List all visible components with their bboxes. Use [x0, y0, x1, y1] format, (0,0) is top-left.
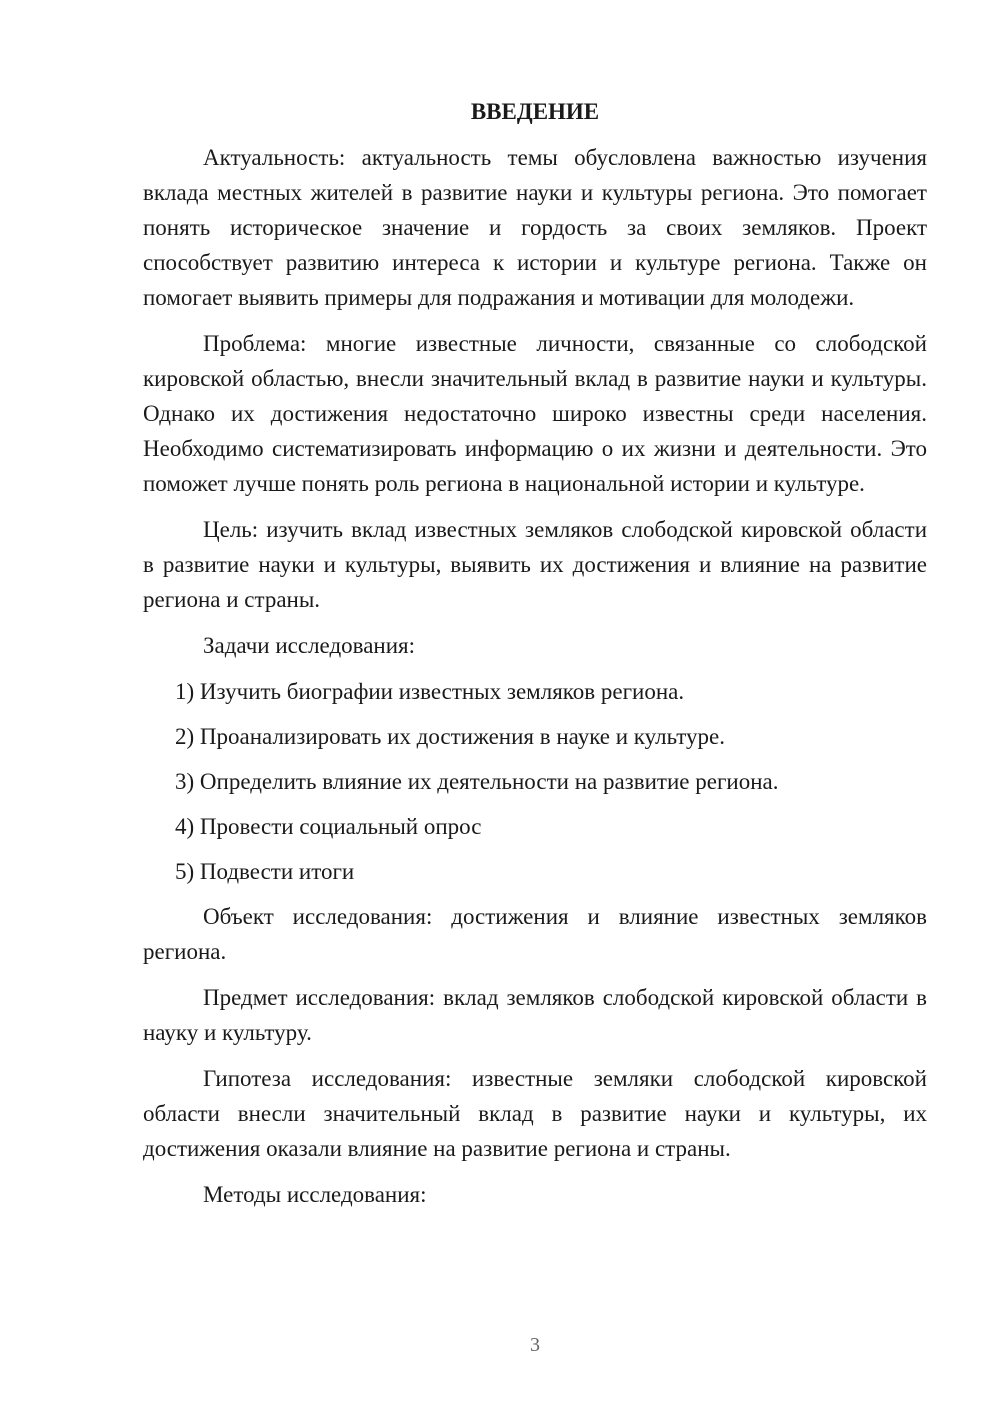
- tasks-heading: Задачи исследования:: [203, 633, 416, 658]
- task-item-1: 1) Изучить биографии известных земляков региона.: [175, 679, 685, 704]
- subject-paragraph: Предмет исследования: вклад земляков слободской кировской области в науку и культуру.: [143, 985, 927, 1045]
- task-item-4: 4) Провести социальный опрос: [175, 814, 482, 839]
- relevance-paragraph: Актуальность: актуальность темы обусловлена важностью изучения вклада местных жителей в развитие науки и культуры региона. Это помогает понять историческое значение и гордость за своих земляков. Проект способствует развитию интереса к истории и культуре региона. Также он помогает выявить примеры для подражания и мотивации для молодежи.: [143, 145, 927, 310]
- page-title: ВВЕДЕНИЕ: [470, 99, 600, 124]
- hypothesis-paragraph: Гипотеза исследования: известные земляки слободской кировской области внесли значительный вклад в развитие науки и культуры, их достижения оказали влияние на развитие региона и страны.: [143, 1066, 927, 1161]
- task-item-5: 5) Подвести итоги: [175, 859, 355, 884]
- goal-paragraph: Цель: изучить вклад известных земляков слободской кировской области в развитие науки и культуры, выявить их достижения и влияние на развитие региона и страны.: [143, 517, 927, 612]
- page-number: 3: [530, 1334, 540, 1356]
- task-item-2: 2) Проанализировать их достижения в науке и культуре.: [175, 724, 725, 749]
- task-item-3: 3) Определить влияние их деятельности на развитие региона.: [175, 769, 779, 794]
- problem-paragraph: Проблема: многие известные личности, связанные со слободской кировской областью, внесли значительный вклад в развитие науки и культуры. Однако их достижения недостаточно широко известны среди населения. Необходимо систематизировать информацию о их жизни и деятельности. Это поможет лучше понять роль региона в национальной истории и культуре.: [143, 331, 927, 496]
- page-content: [143, 94, 927, 1223]
- object-paragraph: Объект исследования: достижения и влияние известных земляков региона.: [143, 904, 927, 964]
- tasks-list: [143, 674, 927, 889]
- methods-heading: Методы исследования:: [203, 1182, 427, 1207]
